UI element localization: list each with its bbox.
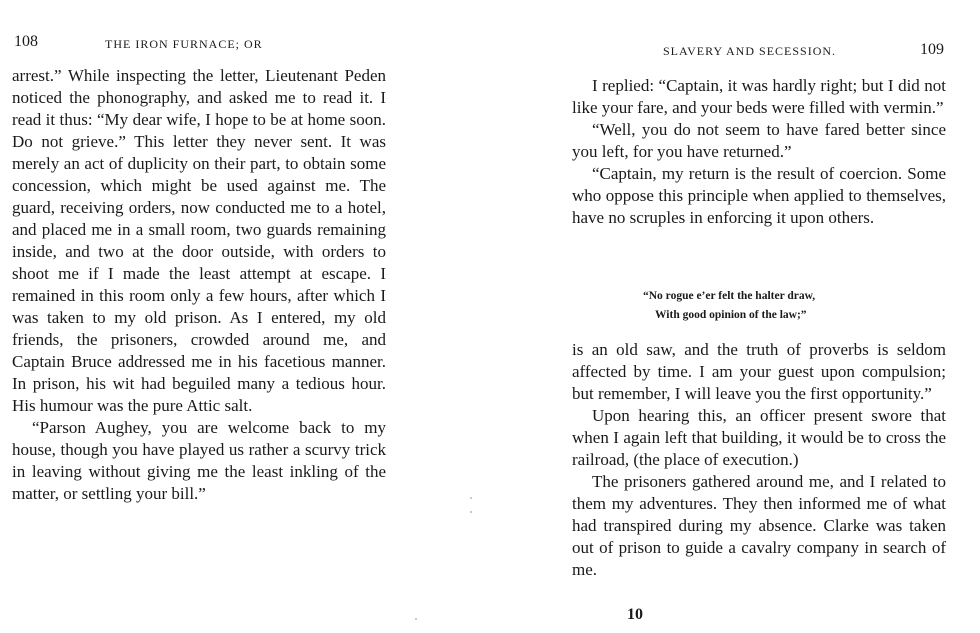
left-paragraph-2: “Parson Aughey, you are welcome back to my house, though you have played us rather a scurvy trick in leaving without giving me the least inkling of the matter, or settling your bill.” <box>12 418 386 503</box>
right-paragraph-6: The prisoners gathered around me, and I related to them my adventures. They then informed me of what had transpired during my absence. Clarke was taken out of prison to guide a cavalry company in search of me. <box>572 472 946 579</box>
right-body-text-bottom <box>572 339 946 581</box>
right-page <box>560 0 960 633</box>
verse-line-2: With good opinion of the law;” <box>655 309 807 321</box>
gutter-speck <box>470 497 472 499</box>
right-running-head: SLAVERY AND SECESSION. <box>663 44 837 58</box>
left-body-text <box>12 65 386 505</box>
left-page-number: 108 <box>14 33 38 50</box>
verse-quote <box>643 287 815 325</box>
right-paragraph-4: is an old saw, and the truth of proverbs is seldom affected by time. I am your guest upon compulsion; but remember, I will leave you the first opportunity.” <box>572 340 946 403</box>
left-page <box>0 0 400 633</box>
left-paragraph-1: arrest.” While inspecting the letter, Lieutenant Peden noticed the phonography, and asked me to read it. I read it thus: “My dear wife, I hope to be at home soon. Do not grieve.” This letter they never sent. It was merely an act of duplicity on their part, to obtain some concession, which might be used against me. The guard, receiving orders, now conducted me to a hotel, and placed me in a small room, two guards remaining inside, and two at the door outside, with orders to shoot me if I made the least attempt at escape. I remained in this room only a few hours, after which I was taken to my old prison. As I entered, my old friends, the prisoners, crowded around me, and Captain Bruce addressed me in his facetious manner. In prison, his wit had beguiled many a tedious hour. His humour was the pure Attic salt. <box>12 66 386 415</box>
right-paragraph-2: “Well, you do not seem to have fared better since you left, for you have returned.” <box>572 120 946 161</box>
right-paragraph-3: “Captain, my return is the result of coercion. Some who oppose this principle when applied to themselves, have no scruples in enforcing it upon others. <box>572 164 946 227</box>
signature-mark: 10 <box>627 606 643 623</box>
right-page-number: 109 <box>920 41 944 58</box>
gutter-speck <box>470 511 472 513</box>
verse-line-1: “No rogue e’er felt the halter draw, <box>643 290 816 302</box>
right-paragraph-1: I replied: “Captain, it was hardly right; but I did not like your fare, and your beds were filled with vermin.” <box>572 76 946 117</box>
right-paragraph-5: Upon hearing this, an officer present swore that when I again left that building, it would be to cross the railroad, (the place of execution.) <box>572 406 946 469</box>
right-body-text-top <box>572 75 946 229</box>
left-running-head: THE IRON FURNACE; OR <box>105 37 263 51</box>
gutter-speck <box>415 618 417 620</box>
